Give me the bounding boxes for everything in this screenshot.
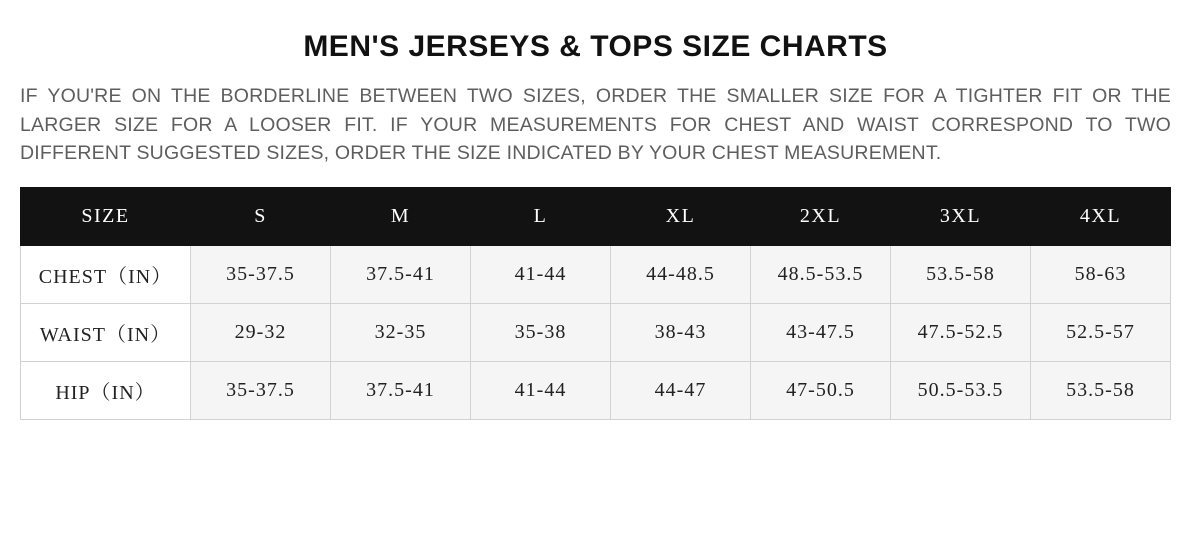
table-header-cell-4xl: 4XL bbox=[1031, 187, 1171, 245]
cell-chest-m: 37.5-41 bbox=[331, 245, 471, 303]
table-header-cell-l: L bbox=[471, 187, 611, 245]
cell-hip-4xl: 53.5-58 bbox=[1031, 361, 1171, 419]
cell-waist-4xl: 52.5-57 bbox=[1031, 303, 1171, 361]
table-header bbox=[21, 187, 1171, 245]
page-title: MEN'S JERSEYS & TOPS SIZE CHARTS bbox=[303, 30, 888, 63]
cell-chest-xl: 44-48.5 bbox=[611, 245, 751, 303]
table-header-cell-m: M bbox=[331, 187, 471, 245]
table-header-row bbox=[21, 187, 1171, 245]
cell-hip-3xl: 50.5-53.5 bbox=[891, 361, 1031, 419]
cell-chest-l: 41-44 bbox=[471, 245, 611, 303]
table-header-cell-s: S bbox=[191, 187, 331, 245]
cell-hip-l: 41-44 bbox=[471, 361, 611, 419]
cell-hip-m: 37.5-41 bbox=[331, 361, 471, 419]
table-body bbox=[21, 245, 1171, 419]
table-row bbox=[21, 303, 1171, 361]
row-label-chest: CHEST（IN） bbox=[21, 245, 191, 303]
row-label-waist: WAIST（IN） bbox=[21, 303, 191, 361]
size-chart-table-wrapper bbox=[20, 187, 1171, 420]
intro-paragraph: IF YOU'RE ON THE BORDERLINE BETWEEN TWO SIZES, ORDER THE SMALLER SIZE FOR A TIGHTER FIT OR THE LARGER SIZE FOR A LOOSER FIT. IF YOUR MEASUREMENTS FOR CHEST AND WAIST CORRESPOND TO TWO DIFFERENT SUGGESTED SIZES, ORDER THE SIZE INDICATED BY YOUR CHEST MEASUREMENT. bbox=[20, 85, 1171, 165]
cell-waist-l: 35-38 bbox=[471, 303, 611, 361]
table-row bbox=[21, 245, 1171, 303]
size-chart-page bbox=[0, 30, 1191, 540]
cell-chest-4xl: 58-63 bbox=[1031, 245, 1171, 303]
table-header-cell-size: SIZE bbox=[21, 187, 191, 245]
table-header-cell-3xl: 3XL bbox=[891, 187, 1031, 245]
table-header-cell-2xl: 2XL bbox=[751, 187, 891, 245]
cell-waist-m: 32-35 bbox=[331, 303, 471, 361]
cell-hip-xl: 44-47 bbox=[611, 361, 751, 419]
cell-chest-3xl: 53.5-58 bbox=[891, 245, 1031, 303]
cell-waist-2xl: 43-47.5 bbox=[751, 303, 891, 361]
cell-hip-s: 35-37.5 bbox=[191, 361, 331, 419]
cell-chest-s: 35-37.5 bbox=[191, 245, 331, 303]
cell-chest-2xl: 48.5-53.5 bbox=[751, 245, 891, 303]
size-chart-table bbox=[20, 187, 1171, 420]
table-header-cell-xl: XL bbox=[611, 187, 751, 245]
cell-hip-2xl: 47-50.5 bbox=[751, 361, 891, 419]
cell-waist-s: 29-32 bbox=[191, 303, 331, 361]
cell-waist-xl: 38-43 bbox=[611, 303, 751, 361]
row-label-hip: HIP（IN） bbox=[21, 361, 191, 419]
table-row bbox=[21, 361, 1171, 419]
cell-waist-3xl: 47.5-52.5 bbox=[891, 303, 1031, 361]
